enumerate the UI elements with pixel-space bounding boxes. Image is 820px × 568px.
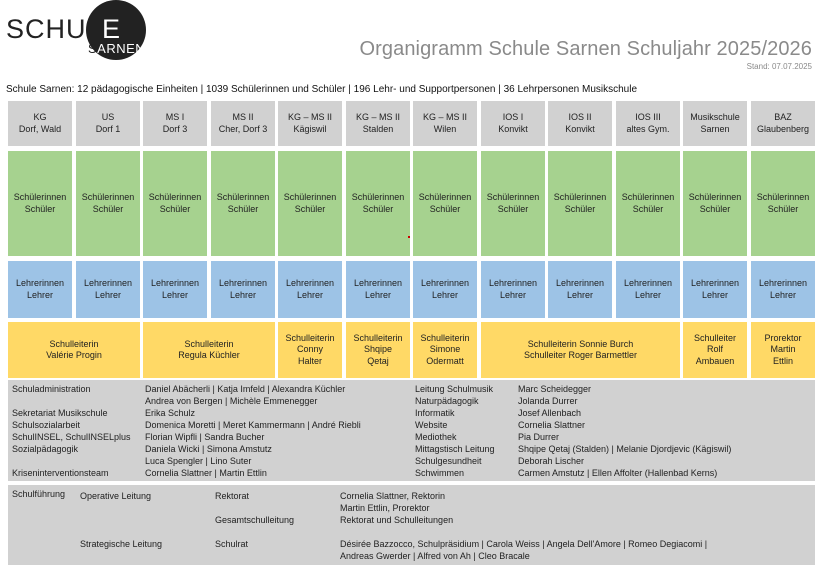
students-cell-line: Schülerinnen xyxy=(553,192,607,203)
leader-cell-line: Ambauen xyxy=(695,355,735,366)
leader-cell-line: Schulleiter xyxy=(693,333,737,344)
leader-cell xyxy=(143,322,275,378)
support-text: Website xyxy=(415,420,448,430)
summary-line: Schule Sarnen: 12 pädagogische Einheiten | 1039 Schülerinnen und Schüler | 196 Lehr- und Supportpersonen | 36 Lehrpersonen Musikschule xyxy=(6,84,638,95)
column-header-line: Konvikt xyxy=(498,123,528,134)
leader-cell-line: Halter xyxy=(297,355,322,366)
students-cell-line: Schüler xyxy=(227,203,259,214)
leader-cell-line: Regula Küchler xyxy=(178,350,240,360)
students-cell-line: Schüler xyxy=(92,203,124,214)
teachers-cell-line: Lehrerinnen xyxy=(15,278,65,289)
support-text: Jolanda Durrer xyxy=(518,396,578,406)
schulrat-names-2: Andreas Gwerder | Alfred von Ah | Cleo Bracale xyxy=(340,551,530,561)
teachers-cell xyxy=(346,261,410,318)
column-header-line: Wilen xyxy=(433,123,457,134)
support-text: Carmen Amstutz | Ellen Affolter (Hallenbad Kerns) xyxy=(518,468,718,478)
support-text: Sekretariat Musikschule xyxy=(12,408,108,418)
students-cell-line: Schülerinnen xyxy=(621,192,675,203)
students-cell xyxy=(751,151,815,256)
leader-cell-line: Schulleiterin Sonnie Burch xyxy=(527,338,634,349)
column-header-line: Kägiswil xyxy=(293,123,327,134)
column-header-line: Glaubenberg xyxy=(756,123,810,134)
column-header-line: Sarnen xyxy=(700,123,730,134)
teachers-cell xyxy=(8,261,72,318)
support-text: Schulsozialarbeit xyxy=(12,420,81,430)
leader-cell-line: Schulleiterin xyxy=(420,333,470,344)
column-header-line: Cher, Dorf 3 xyxy=(218,123,268,134)
leader-cell-line: Qetaj xyxy=(367,355,389,366)
column-header-line: Konvikt xyxy=(565,123,595,134)
column-header-line: IOS I xyxy=(502,112,524,123)
teachers-cell xyxy=(413,261,477,318)
column-header-line: KG – MS II xyxy=(287,112,332,123)
column-header xyxy=(143,101,207,146)
students-cell-line: Schülerinnen xyxy=(351,192,405,203)
teachers-cell-line: Lehrer xyxy=(566,289,593,300)
teachers-cell xyxy=(211,261,275,318)
support-text: Schulgesundheit xyxy=(415,456,482,466)
teachers-cell xyxy=(481,261,545,318)
support-text: Deborah Lischer xyxy=(518,456,585,466)
schulrat-names-1: Désirée Bazzocco, Schulpräsidium | Carola Weiss | Angela Dell'Amore | Romeo Degiacomi | xyxy=(340,539,708,549)
rektorat-label: Rektorat xyxy=(215,491,250,501)
logo-sub-light: ARNEN xyxy=(97,41,146,56)
page-title: Organigramm Schule Sarnen Schuljahr 2025/2026 xyxy=(359,38,812,60)
leader-cell xyxy=(413,322,477,378)
support-text: Florian Wipfli | Sandra Bucher xyxy=(145,432,265,442)
column-header-line: Stalden xyxy=(362,123,394,134)
teachers-cell-line: Lehrer xyxy=(229,289,256,300)
leader-cell xyxy=(751,322,815,378)
column-header xyxy=(548,101,612,146)
students-cell-line: Schüler xyxy=(429,203,461,214)
support-panel xyxy=(8,380,815,481)
support-text: Pia Durrer xyxy=(518,432,560,442)
leader-cell-line: Schulleiterin xyxy=(285,333,335,344)
leader-cell xyxy=(346,322,410,378)
rektorat-name-1: Cornelia Slattner, Rektorin xyxy=(340,491,446,501)
column-header xyxy=(346,101,410,146)
teachers-cell-line: Lehrer xyxy=(701,289,728,300)
column-header-line: KG – MS II xyxy=(355,112,400,123)
column-header xyxy=(481,101,545,146)
support-text: Mediothek xyxy=(415,432,457,442)
teachers-cell xyxy=(616,261,680,318)
teachers-cell-line: Lehrerinnen xyxy=(218,278,268,289)
teachers-cell xyxy=(76,261,140,318)
support-text: Schuladministration xyxy=(12,384,91,394)
strategic-label: Strategische Leitung xyxy=(80,539,163,549)
leader-cell-line: Schulleiterin xyxy=(184,338,234,349)
leader-cell-line: Odermatt xyxy=(426,355,464,366)
gesamt-label: Gesamtschulleitung xyxy=(215,515,295,525)
column-header-line: Dorf, Wald xyxy=(18,123,62,134)
column-header-line: Dorf 3 xyxy=(162,123,188,134)
teachers-cell xyxy=(278,261,342,318)
support-text: Sozialpädagogik xyxy=(12,444,79,454)
students-cell-line: Schülerinnen xyxy=(148,192,202,203)
students-cell-line: Schüler xyxy=(497,203,529,214)
gesamt-names: Rektorat und Schulleitungen xyxy=(340,515,454,525)
teachers-cell xyxy=(143,261,207,318)
stray-dot xyxy=(408,236,410,238)
management-panel xyxy=(8,485,815,565)
support-text: Mittagstisch Leitung xyxy=(415,444,495,454)
column-header-line: IOS III xyxy=(635,112,661,123)
column-header xyxy=(413,101,477,146)
students-cell-line: Schülerinnen xyxy=(756,192,810,203)
teachers-cell-line: Lehrer xyxy=(161,289,188,300)
leader-cell xyxy=(8,322,140,378)
leader-cell-line: Schulleiterin xyxy=(353,333,403,344)
teachers-cell-line: Lehrer xyxy=(94,289,121,300)
students-cell xyxy=(413,151,477,256)
logo-subtitle xyxy=(88,42,145,55)
students-cell-line: Schüler xyxy=(632,203,664,214)
column-header xyxy=(76,101,140,146)
support-text: Naturpädagogik xyxy=(415,396,479,406)
students-cell-line: Schüler xyxy=(362,203,394,214)
teachers-cell-line: Lehrerinnen xyxy=(690,278,740,289)
students-cell xyxy=(346,151,410,256)
rektorat-name-2: Martin Ettlin, Prorektor xyxy=(340,503,430,513)
students-cell-line: Schülerinnen xyxy=(81,192,135,203)
support-text: Luca Spengler | Lino Suter xyxy=(145,456,252,466)
teachers-cell-line: Lehrerinnen xyxy=(758,278,808,289)
students-cell-line: Schülerinnen xyxy=(486,192,540,203)
operative-label: Operative Leitung xyxy=(80,491,152,501)
leader-cell-line: Ettlin xyxy=(772,355,793,366)
teachers-cell-line: Lehrer xyxy=(499,289,526,300)
students-cell-line: Schüler xyxy=(767,203,799,214)
column-header-line: MS I xyxy=(165,112,185,123)
students-cell-line: Schülerinnen xyxy=(216,192,270,203)
teachers-cell-line: Lehrer xyxy=(431,289,458,300)
column-header-line: KG – MS II xyxy=(422,112,467,123)
students-cell-line: Schüler xyxy=(699,203,731,214)
school-logo xyxy=(4,2,144,62)
logo-sub-dark: S xyxy=(88,41,98,56)
teachers-cell-line: Lehrerinnen xyxy=(488,278,538,289)
students-cell xyxy=(481,151,545,256)
column-header-line: altes Gym. xyxy=(626,123,670,134)
date-stamp: Stand: 07.07.2025 xyxy=(746,62,812,71)
leader-cell-line: Prorektor xyxy=(764,333,802,344)
management-heading: Schulführung xyxy=(12,489,66,499)
column-header-line: Musikschule xyxy=(690,112,740,123)
leader-cell-line: Valérie Progin xyxy=(46,350,102,360)
leader-cell-line: Martin xyxy=(770,344,796,355)
students-cell xyxy=(143,151,207,256)
support-text: Erika Schulz xyxy=(145,408,196,418)
leader-cell xyxy=(278,322,342,378)
teachers-cell-line: Lehrer xyxy=(634,289,661,300)
logo-word: SCHUL xyxy=(6,14,103,44)
students-cell xyxy=(616,151,680,256)
support-text: Domenica Moretti | Meret Kammermann | André Riebli xyxy=(145,420,361,430)
students-cell-line: Schüler xyxy=(294,203,326,214)
support-text: Shqipe Qetaj (Stalden) | Melanie Djordjevic (Kägiswil) xyxy=(518,444,732,454)
column-header xyxy=(278,101,342,146)
leader-cell-line: Simone xyxy=(429,344,461,355)
column-header-line: MS II xyxy=(232,112,254,123)
column-header xyxy=(8,101,72,146)
leader-cell-line: Rolf xyxy=(706,344,723,355)
teachers-cell-line: Lehrer xyxy=(769,289,796,300)
support-text: Informatik xyxy=(415,408,455,418)
leader-cell xyxy=(481,322,680,378)
support-text: Schwimmen xyxy=(415,468,465,478)
column-header xyxy=(683,101,747,146)
leader-cell-line: Schulleiter Roger Barmettler xyxy=(523,350,638,360)
students-cell xyxy=(548,151,612,256)
schulrat-label: Schulrat xyxy=(215,539,249,549)
students-cell-line: Schülerinnen xyxy=(688,192,742,203)
teachers-cell-line: Lehrerinnen xyxy=(83,278,133,289)
teachers-cell xyxy=(751,261,815,318)
support-text: Daniel Abächerli | Katja Imfeld | Alexandra Küchler xyxy=(145,384,346,394)
teachers-cell-line: Lehrer xyxy=(26,289,53,300)
support-text: SchulINSEL, SchulINSELplus xyxy=(12,432,131,442)
teachers-cell-line: Lehrerinnen xyxy=(623,278,673,289)
students-cell xyxy=(278,151,342,256)
support-text: Daniela Wicki | Simona Amstutz xyxy=(145,444,272,454)
support-text: Andrea von Bergen | Michèle Emmenegger xyxy=(145,396,318,406)
support-text: Kriseninterventionsteam xyxy=(12,468,109,478)
teachers-cell-line: Lehrer xyxy=(364,289,391,300)
students-cell xyxy=(8,151,72,256)
column-header xyxy=(751,101,815,146)
teachers-cell-line: Lehrer xyxy=(296,289,323,300)
column-header-line: Dorf 1 xyxy=(95,123,121,134)
logo-letter: E xyxy=(102,14,121,44)
teachers-cell-line: Lehrerinnen xyxy=(353,278,403,289)
column-header-line: KG xyxy=(33,112,47,123)
teachers-cell xyxy=(683,261,747,318)
support-text: Cornelia Slattner | Martin Ettlin xyxy=(145,468,267,478)
support-text: Cornelia Slattner xyxy=(518,420,586,430)
leader-cell-line: Shqipe xyxy=(363,344,393,355)
students-cell-line: Schülerinnen xyxy=(13,192,67,203)
leader-cell xyxy=(683,322,747,378)
students-cell-line: Schüler xyxy=(564,203,596,214)
leader-cell-line: Conny xyxy=(296,344,323,355)
teachers-cell-line: Lehrerinnen xyxy=(420,278,470,289)
students-cell-line: Schüler xyxy=(24,203,56,214)
teachers-cell-line: Lehrerinnen xyxy=(150,278,200,289)
leader-cell-line: Schulleiterin xyxy=(49,338,99,349)
students-cell xyxy=(76,151,140,256)
teachers-cell-line: Lehrerinnen xyxy=(285,278,335,289)
support-text: Josef Allenbach xyxy=(518,408,582,418)
column-header-line: IOS II xyxy=(568,112,592,123)
students-cell-line: Schülerinnen xyxy=(418,192,472,203)
teachers-cell-line: Lehrerinnen xyxy=(555,278,605,289)
students-cell xyxy=(211,151,275,256)
support-text: Marc Scheidegger xyxy=(518,384,592,394)
column-header-line: US xyxy=(101,112,115,123)
column-header xyxy=(616,101,680,146)
students-cell-line: Schüler xyxy=(159,203,191,214)
students-cell-line: Schülerinnen xyxy=(283,192,337,203)
column-header-line: BAZ xyxy=(774,112,792,123)
support-text: Leitung Schulmusik xyxy=(415,384,494,394)
column-header xyxy=(211,101,275,146)
students-cell xyxy=(683,151,747,256)
teachers-cell xyxy=(548,261,612,318)
